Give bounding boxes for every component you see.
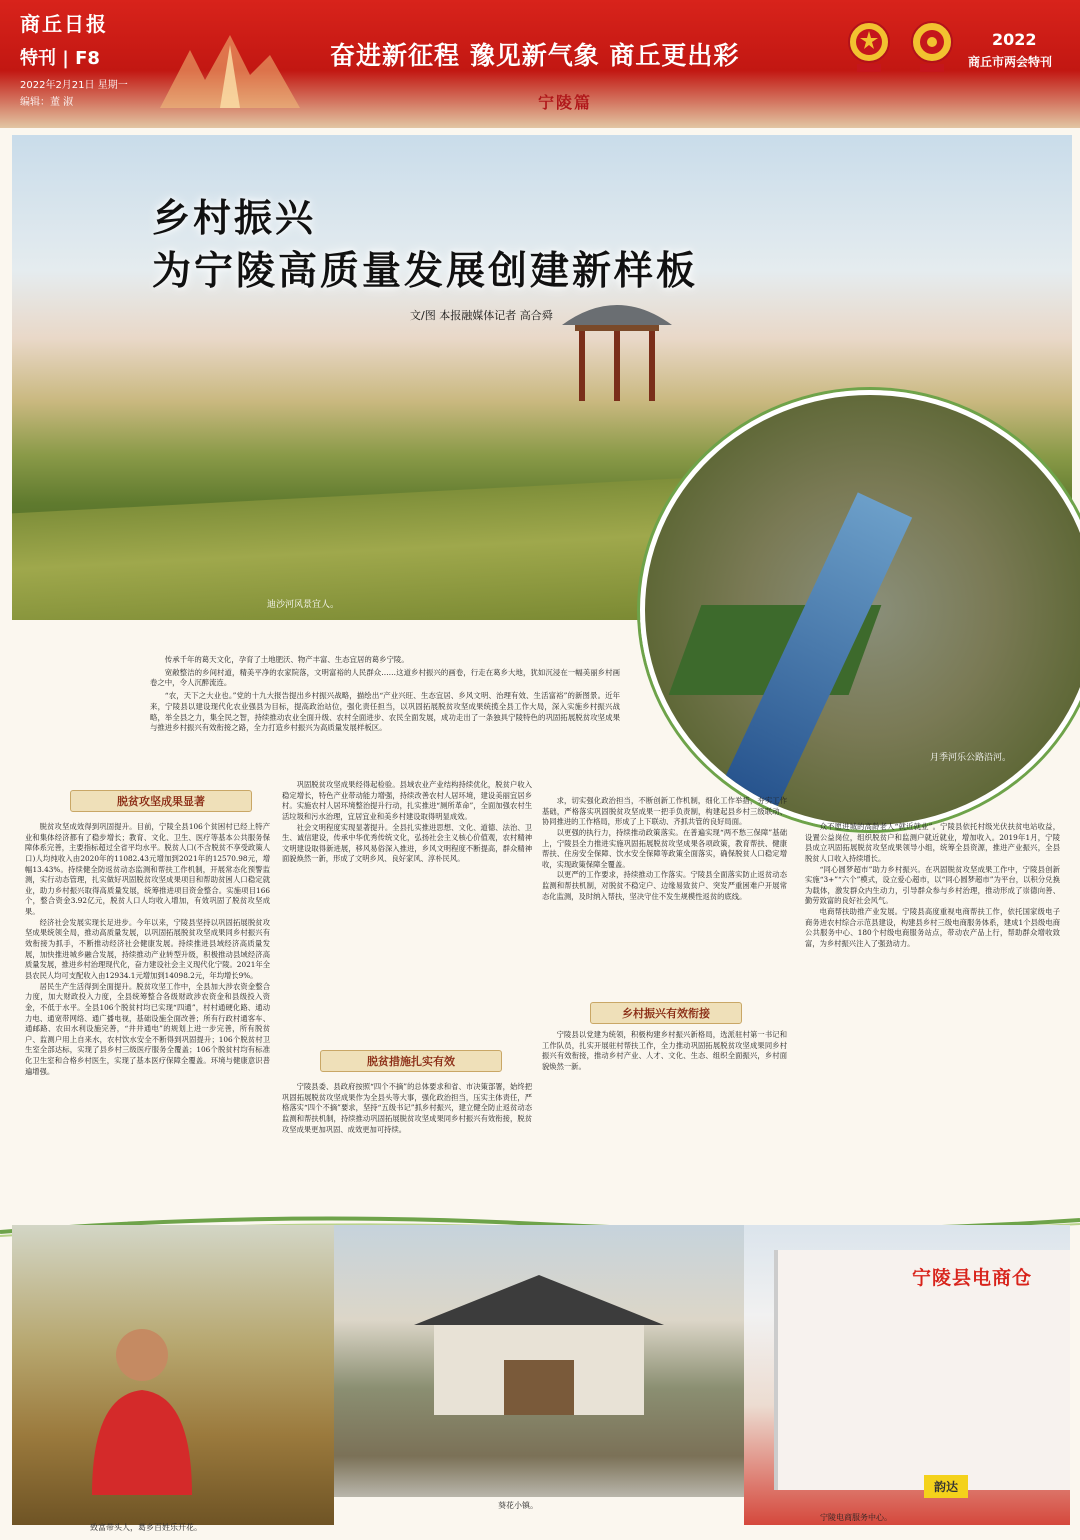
person-icon [72,1315,212,1495]
page-header [0,0,1080,128]
special-issue-label: 商丘市两会特刊 [968,55,1053,69]
courier-sign: 韵达 [924,1475,968,1498]
article-column-2b [282,1082,532,1222]
article-column-4 [805,822,1060,1222]
article-column-2a [282,780,532,1020]
photo-weaver [12,1225,334,1525]
article-column-1 [25,822,270,1222]
article-paragraph: 宁陵县委、县政府按照“四个不摘”的总体要求和省、市决策部署，始终把巩固拓展脱贫攻坚成果作为全县头等大事，强化政治担当，压实主体责任，严格落实“四个不摘”要求，坚持“五级书记”抓乡村振兴，建立健全防止返贫动态监测和帮扶机制，持续推动巩固拓展脱贫攻坚成果同乡村振兴有效衔接，脱贫攻坚成果更加巩固、成效更加可持续。 [282,1082,532,1134]
article-paragraph: 以更严的工作要求，持续推动工作落实。宁陵县全面落实防止返贫动态监测和帮扶机制，对脱贫不稳定户、边缘易致贫户、突发严重困难户开展常态化监测，及时纳入帮扶，坚决守住不发生规模性返贫的底线。 [542,870,787,901]
article-column-3b [542,1030,787,1220]
aerial-photo [640,390,1080,830]
article-paragraph: 巩固脱贫攻坚成果经得起检验。县域农业产业结构持续优化，脱贫户收入稳定增长，特色产业带动能力增强，持续改善农村人居环境，建设美丽宜居乡村。实施农村人居环境整治提升行动，扎实推进“厕所革命”，全面加强农村生活垃圾和污水治理，宜居宜业和美乡村建设取得明显成效。 [282,780,532,821]
building-icon [374,1265,704,1415]
aerial-caption: 月季河乐公路沿河。 [930,753,1012,763]
city-landmark-icon [150,30,310,108]
editor-credit: 编辑：董 淑 [20,97,74,108]
photo-caption: 葵花小镇。 [498,1501,538,1510]
article-paragraph: 众不愿进城的高龄老人“就近就业”。宁陵县依托村级光伏扶贫电站收益，设置公益岗位，组织脱贫户和监测户就近就业，增加收入。2019年1月，宁陵县成立巩固拓展脱贫攻坚成果领导小组，统筹全县资源，推进产业振兴，全县脱贫人口收入持续增长。 [805,822,1060,863]
article-paragraph: 电商帮扶助推产业发展。宁陵县高度重视电商帮扶工作，依托国家级电子商务进农村综合示范县建设，构建县乡村三级电商服务体系，建成1个县级电商公共服务中心、180个村级电商服务站点，带动农产品上行，帮助群众增收致富，为乡村振兴注入了强劲动力。 [805,907,1060,949]
canal-water [12,477,712,620]
subhead-achievements: 脱贫攻坚成果显著 [70,790,252,812]
photo-caption: 致富带头人，葛乡百姓乐开花。 [90,1523,202,1532]
dateline: 2022年2月21日 星期一 [20,80,128,91]
article-paragraph: 以更强的执行力，持续推动政策落实。在普遍实现“两不愁三保障”基础上，宁陵县全力推进实施巩固拓展脱贫攻坚成果各项政策，教育帮扶、健康帮扶、住房安全保障、饮水安全保障等政策全面落实，确保脱贫人口稳定增收，实现政策保障全覆盖。 [542,827,787,869]
intro-paragraph: 传承千年的葛天文化，孕育了土地肥沃、物产丰富、生态宜居的葛乡宁陵。 [164,655,409,664]
subhead-measures: 脱贫措施扎实有效 [320,1050,502,1072]
year-label: 2022 [992,30,1037,49]
intro-paragraph: “农，天下之大业也。”党的十九大报告提出乡村振兴战略，描绘出“产业兴旺、生态宜居、乡风文明、治理有效、生活富裕”的新图景。近年来，宁陵县以建设现代化农业强县为目标，提高政治站位，强化责任担当，以巩固拓展脱贫攻坚成果统揽全县工作大局，深入实施乡村振兴战略，举全县之力，集全民之智，持续推动农业全面升级、农村全面进步、农民全面发展，成功走出了一条独具宁陵特色的巩固拓展脱贫攻坚成果与推进乡村振兴有效衔接之路，全力打造乡村振兴为高质量发展样板区。 [150,691,620,733]
headline-line1: 乡村振兴 [152,195,317,240]
article-paragraph: 居民生产生活得到全面提升。脱贫攻坚工作中，全县加大涉农资金整合力度，加大财政投入力度，全县统筹整合各级财政涉农资金和县级投入资金，不低于水平。全县106个脱贫村均已实现“四通”，村村通硬化路、通动力电、通宽带网络、通广播电视，基础设施全面改善；所有行政村通客车、通邮路、农田水利设施完善，“井井通电”的规划上进一步完善，所有脱贫户、监测户用上自来水，农村饮水安全不断得到巩固提升；106个脱贫村卫生室全部达标，实现了县乡村三级医疗服务全覆盖；106个脱贫村均有标准化卫生室和合格乡村医生，实现了基本医疗保障全覆盖。环境与健康意识普遍增强。 [25,981,270,1076]
national-emblem-icon [847,18,891,76]
masthead-logo: 商丘日报 [20,12,108,36]
pavilion-icon [557,285,677,405]
article-paragraph: 宁陵县以党建为统领，积极构建乡村振兴新格局，选派驻村第一书记和工作队员，扎实开展驻村帮扶工作，全力推动巩固拓展脱贫攻坚成果同乡村振兴有效衔接，推动乡村产业、人才、文化、生态、组织全面振兴，乡村面貌焕然一新。 [542,1030,787,1071]
photo-town [334,1225,744,1497]
article-paragraph: 经济社会发展实现长足进步。今年以来，宁陵县坚持以巩固拓展脱贫攻坚成果统领全局，推动高质量发展，以巩固拓展脱贫攻坚成果同乡村振兴有效衔接为抓手，不断推动经济社会健康发展。持续推进县域经济高质量发展，加快推进城乡融合发展，持续推动产业转型升级，积极推动县域经济高质量发展，推进乡村治理现代化，奋力建设社会主义现代化宁陵。2021年全县农民人均可支配收入由12934.1元增加到14098.2元，年均增长9%。 [25,917,270,980]
edition-label: 特刊 | F8 [20,48,100,69]
article-paragraph: 脱贫攻坚成效得到巩固提升。目前，宁陵全县106个贫困村已经上特产业和集体经济都有了稳步增长；教育、文化、卫生、医疗等基本公共服务保障体系完善，主要指标超过全省平均水平。脱贫人口(不含脱贫不享受政策人口)人均纯收入由2020年的11082.43元增加到2021年的12570.98元，增幅13.43%。持续健全防返贫动态监测和帮扶工作机制，开展常态化预警监测，实行动态管理，扎实做好巩固脱贫攻坚成果项目和帮助贫困人口稳定就业，助力乡村振兴取得高质量发展，统筹推进项目资金整合。实施项目166个，整合资金3.92亿元，脱贫人口人均收入增加，有效巩固了脱贫攻坚成果。 [25,822,270,917]
section-title: 宁陵篇 [537,93,592,112]
headline-line2: 为宁陵高质量发展创建新样板 [152,248,699,294]
article-paragraph: 社会文明程度实现显著提升。全县扎实推进思想、文化、道德、法治、卫生、诚信建设，传承中华优秀传统文化，弘扬社会主义核心价值观，农村精神文明建设取得新进展，移风易俗深入推进，乡风文明程度不断提高，群众精神面貌焕然一新，形成了文明乡风、良好家风、淳朴民风。 [282,822,532,864]
byline: 文/图 本报融媒体记者 高合舜 [410,309,553,322]
building-sign: 宁陵县电商仓 [912,1267,1033,1289]
slogan-banner: 奋进新征程 豫见新气象 商丘更出彩 [330,41,740,70]
intro-text [150,655,620,765]
cppcc-emblem-icon [910,18,954,76]
photo-caption: 宁陵电商服务中心。 [820,1513,892,1522]
subhead-revitalization: 乡村振兴有效衔接 [590,1002,742,1024]
article-paragraph: “同心圆梦超市”助力乡村振兴。在巩固脱贫攻坚成果工作中，宁陵县创新实施“3+”“六个”模式，设立爱心超市，以“同心圆梦超市”为平台，以积分兑换为载体，激发群众内生动力，引导群众参与乡村治理，推动形成了崇德向善、勤劳致富的良好社会风气。 [805,864,1060,906]
photo-ecommerce-center [744,1225,1070,1525]
article-column-3a [542,796,787,986]
article-paragraph: 求，切实强化政治担当，不断创新工作机制，细化工作举措，夯实工作基础，严格落实巩固脱贫攻坚成果一把手负责制，构建起县乡村三级联动、协同推进的工作格局，形成了上下联动、齐抓共管的良好局面。 [542,796,787,827]
intro-paragraph: 宽敞整洁的乡间村道，精美平净的农家院落，文明富裕的人民群众……这道乡村振兴的画卷，行走在葛乡大地，犹如沉浸在一幅美丽乡村画卷之中，令人沉醉流连。 [150,667,620,688]
hero-caption: 迪沙河风景宜人。 [267,600,340,610]
